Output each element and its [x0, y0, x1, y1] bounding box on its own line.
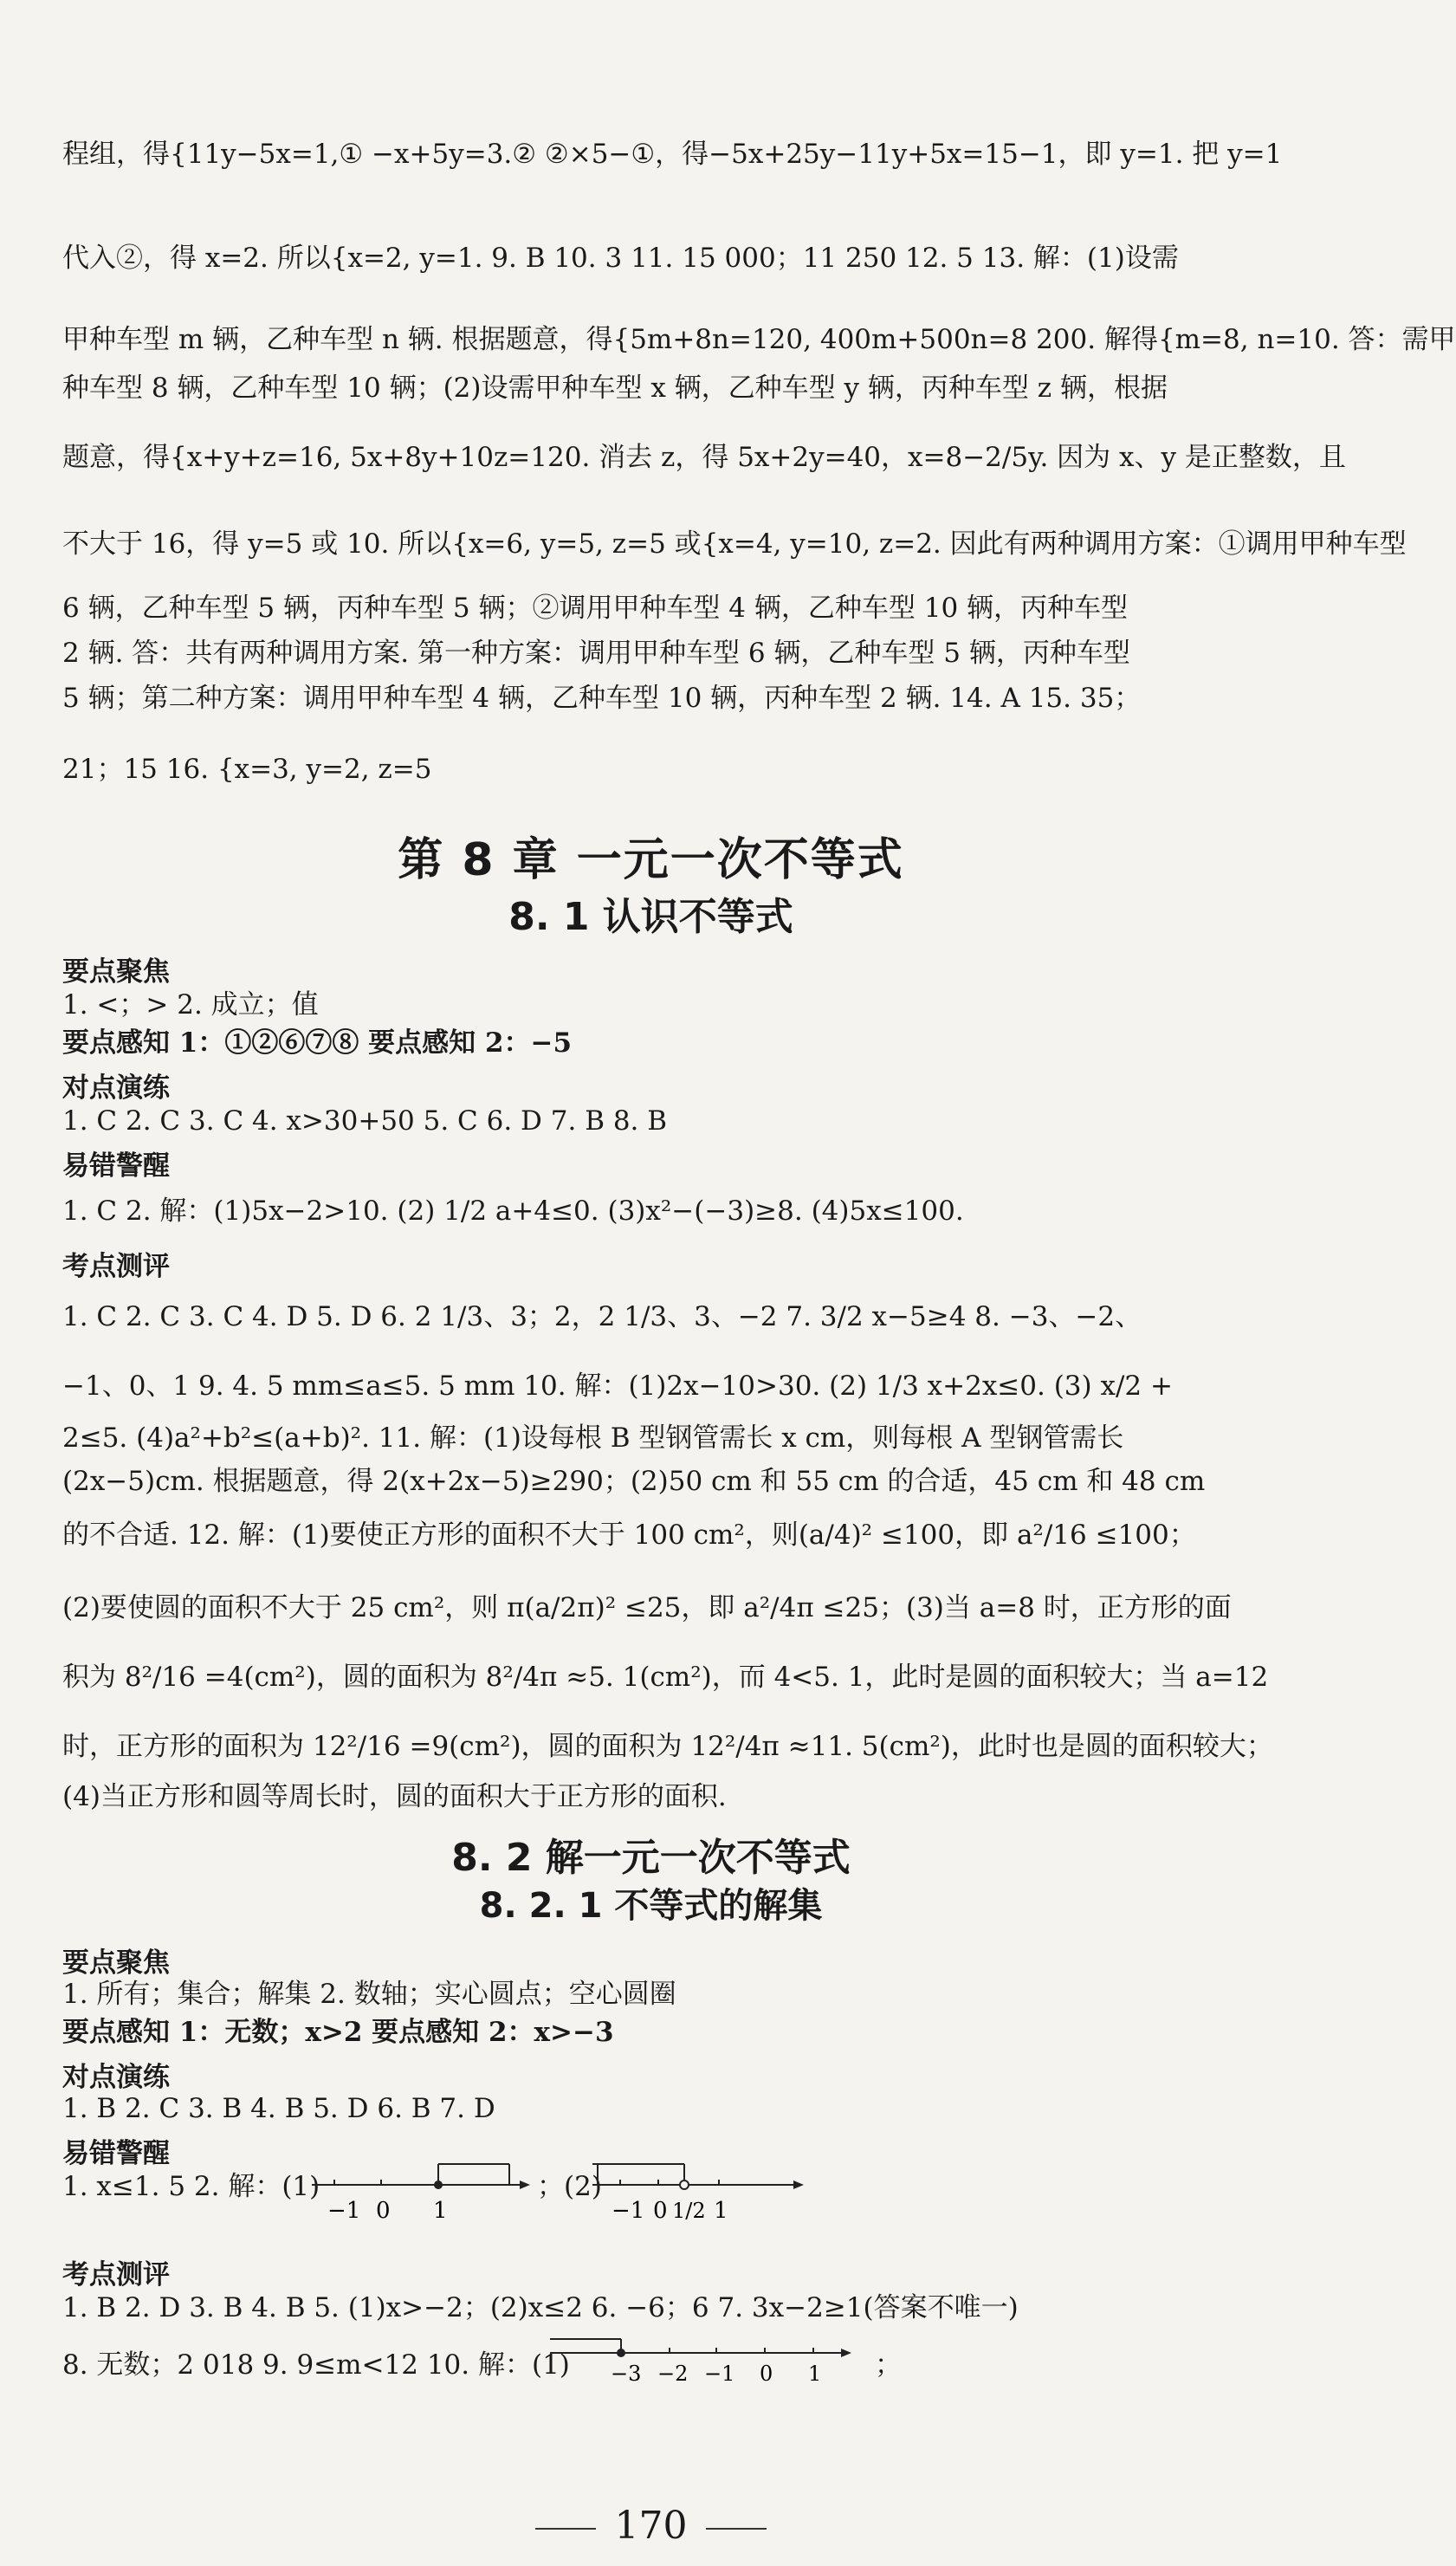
text-line: 1. 所有；集合；解集 2. 数轴；实心圆点；空心圆圈 — [62, 1979, 676, 2010]
heading-yicuo-jingxing: 易错警醒 — [62, 1150, 170, 1182]
page-number — [0, 2504, 1302, 2548]
text-line: ； — [875, 2349, 902, 2381]
page-number-dash — [535, 2528, 596, 2530]
section-title-8-1: 8. 1 认识不等式 — [508, 895, 793, 939]
heading-yaodian-jujiao: 要点聚焦 — [62, 956, 170, 988]
text-line: 积为 8²/16 =4(cm²)，圆的面积为 8²/4π ≈5. 1(cm²)，而 4<5. 1，此时是圆的面积较大；当 a=12 — [62, 1662, 1269, 1693]
text-line: −1、0、1 9. 4. 5 mm≤a≤5. 5 mm 10. 解：(1)2x−10>30. (2) 1/3 x+2x≤0. (3) x/2 + — [62, 1370, 1173, 1402]
text-line: 1. <；> 2. 成立；值 — [62, 989, 319, 1021]
tick-label: 1 — [714, 2198, 728, 2224]
text-line: 21；15 16. {x=3, y=2, z=5 — [62, 754, 432, 785]
text-line: 甲种车型 m 辆，乙种车型 n 辆. 根据题意，得{5m+8n=120, 400m+500n=8 200. 解得{m=8, n=10. 答：需甲 — [62, 324, 1456, 355]
text-line: 1. C 2. C 3. C 4. x>30+50 5. C 6. D 7. B 8. B — [62, 1105, 668, 1137]
heading-yicuo-jingxing: 易错警醒 — [62, 2138, 170, 2169]
number-line-3 — [541, 2336, 870, 2396]
text-line: 1. x≤1. 5 2. 解：(1) — [62, 2171, 320, 2202]
text-line: 8. 无数；2 018 9. 9≤m<12 10. 解：(1) — [62, 2349, 570, 2381]
tick-label: −1 — [327, 2198, 361, 2224]
text-line: ；(2) — [537, 2171, 602, 2202]
text-line: 1. B 2. C 3. B 4. B 5. D 6. B 7. D — [62, 2093, 495, 2124]
text-line: 6 辆，乙种车型 5 辆，丙种车型 5 辆；②调用甲种车型 4 辆，乙种车型 10 辆，丙种车型 — [62, 593, 1129, 624]
tick-label: 1 — [433, 2198, 448, 2224]
text-line: 时，正方形的面积为 12²/16 =9(cm²)，圆的面积为 12²/4π ≈11. 5(cm²)，此时也是圆的面积较大； — [62, 1731, 1273, 1762]
text-line: 2 辆. 答：共有两种调用方案. 第一种方案：调用甲种车型 6 辆，乙种车型 5 辆，丙种车型 — [62, 638, 1130, 669]
text-line: 代入②，得 x=2. 所以{x=2, y=1. 9. B 10. 3 11. 15 000；11 250 12. 5 13. 解：(1)设需 — [62, 243, 1179, 274]
text-line: 种车型 8 辆，乙种车型 10 辆；(2)设需甲种车型 x 辆，乙种车型 y 辆，丙种车型 z 辆，根据 — [62, 373, 1168, 404]
heading-duidian-yanlian: 对点演练 — [62, 1072, 170, 1104]
tick-label: 0 — [653, 2198, 668, 2224]
section-title-8-2-1: 8. 2. 1 不等式的解集 — [479, 1886, 823, 1926]
page-number-dash — [706, 2528, 767, 2530]
tick-label: −3 — [611, 2362, 642, 2386]
text-line: 要点感知 1：无数；x>2 要点感知 2：x>−3 — [62, 2017, 614, 2048]
text-line: (2x−5)cm. 根据题意，得 2(x+2x−5)≥290；(2)50 cm 和 55 cm 的合适，45 cm 和 48 cm — [62, 1466, 1206, 1497]
text-line: 程组，得{11y−5x=1,① −x+5y=3.② ②×5−①，得−5x+25y−11y+5x=15−1，即 y=1. 把 y=1 — [62, 139, 1283, 170]
tick-label: 0 — [376, 2198, 391, 2224]
number-line-2 — [589, 2152, 814, 2247]
text-line: 题意，得{x+y+z=16, 5x+8y+10z=120. 消去 z，得 5x+2y=40，x=8−2/5y. 因为 x、y 是正整数，且 — [62, 442, 1346, 473]
text-line: 5 辆；第二种方案：调用甲种车型 4 辆，乙种车型 10 辆，丙种车型 2 辆. 14. A 15. 35； — [62, 683, 1142, 714]
heading-kaodian-ceping: 考点测评 — [62, 1251, 170, 1282]
text-line: 2≤5. (4)a²+b²≤(a+b)². 11. 解：(1)设每根 B 型钢管需长 x cm，则每根 A 型钢管需长 — [62, 1422, 1124, 1454]
text-line: 不大于 16，得 y=5 或 10. 所以{x=6, y=5, z=5 或{x=4, y=10, z=2. 因此有两种调用方案：①调用甲种车型 — [62, 528, 1407, 560]
tick-label: −1 — [612, 2198, 645, 2224]
number-line-1 — [303, 2152, 537, 2230]
heading-duidian-yanlian: 对点演练 — [62, 2062, 170, 2093]
text-line: 要点感知 1：①②⑥⑦⑧ 要点感知 2：−5 — [62, 1027, 573, 1059]
text-line: (2)要使圆的面积不大于 25 cm²，则 π(a/2π)² ≤25，即 a²/4π ≤25；(3)当 a=8 时，正方形的面 — [62, 1592, 1232, 1623]
tick-label: 0 — [760, 2362, 773, 2386]
tick-label: −2 — [657, 2362, 689, 2386]
text-line: (4)当正方形和圆等周长时，圆的面积大于正方形的面积. — [62, 1781, 727, 1812]
text-line: 1. B 2. D 3. B 4. B 5. (1)x>−2；(2)x≤2 6. −6；6 7. 3x−2≥1(答案不唯一) — [62, 2292, 1019, 2323]
text-line: 1. C 2. 解：(1)5x−2>10. (2) 1/2 a+4≤0. (3)x²−(−3)≥8. (4)5x≤100. — [62, 1196, 964, 1227]
tick-label: 1/2 — [672, 2199, 706, 2223]
text-line: 1. C 2. C 3. C 4. D 5. D 6. 2 1/3、3；2，2 1/3、3、−2 7. 3/2 x−5≥4 8. −3、−2、 — [62, 1301, 1142, 1332]
heading-kaodian-ceping: 考点测评 — [62, 2259, 170, 2291]
page-number-text: 170 — [614, 2504, 688, 2548]
heading-yaodian-jujiao: 要点聚焦 — [62, 1947, 170, 1979]
tick-label: 1 — [808, 2362, 822, 2386]
tick-label: −1 — [704, 2362, 735, 2386]
chapter-title: 第 8 章 一元一次不等式 — [398, 834, 904, 886]
section-title-8-2: 8. 2 解一元一次不等式 — [451, 1836, 851, 1880]
text-line: 的不合适. 12. 解：(1)要使正方形的面积不大于 100 cm²，则(a/4)² ≤100，即 a²/16 ≤100； — [62, 1520, 1196, 1551]
